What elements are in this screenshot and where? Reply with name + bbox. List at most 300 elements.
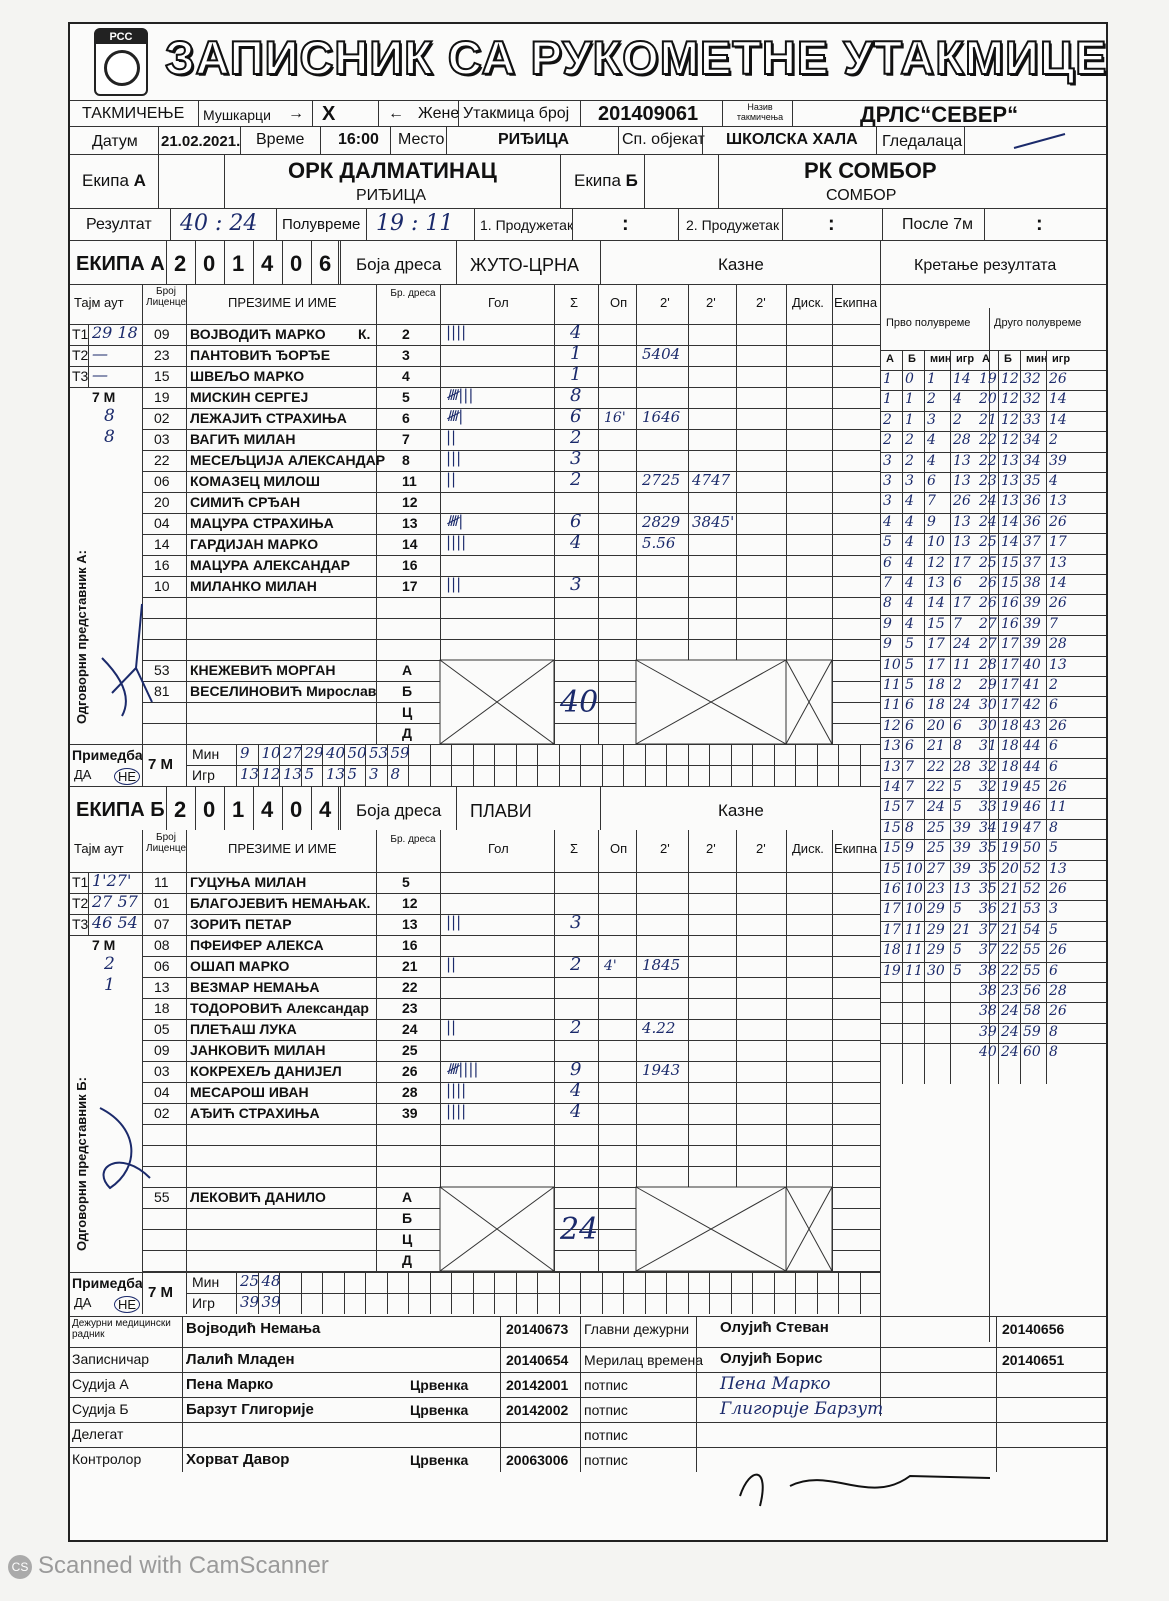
- progress-cell: 39: [1023, 595, 1041, 612]
- player-license: 15: [154, 368, 170, 384]
- goal-sum: 9: [570, 1059, 582, 1080]
- official-club: Црвенка: [410, 1452, 469, 1468]
- progress-cell: 26: [953, 493, 971, 510]
- progress-cell: 20: [927, 717, 945, 734]
- progress-cell: 12: [927, 554, 945, 571]
- player-name: ЛЕЖАЈИЋ СТРАХИЊА: [190, 410, 347, 426]
- progress-cell: 8: [1049, 1044, 1058, 1061]
- progress-cell: 4: [905, 513, 914, 530]
- team-a-city: РИЂИЦА: [356, 187, 427, 204]
- progress-cell: 5: [953, 942, 962, 959]
- suspension-time: 1943: [642, 1061, 681, 1079]
- column-header-name: ПРЕЗИМЕ И ИМЕ: [228, 295, 337, 310]
- progress-cell: 2: [953, 411, 962, 428]
- progress-cell: 11: [905, 962, 923, 979]
- progress-cell: 8: [1049, 1023, 1058, 1040]
- second-half-label: Друго полувреме: [994, 317, 1082, 329]
- progress-cell: 21: [1001, 921, 1019, 938]
- column-header-p1: 2': [660, 841, 670, 856]
- progress-cell: 11: [883, 677, 901, 693]
- player-name: ВАГИЋ МИЛАН: [190, 431, 296, 447]
- goal-sum: 3: [570, 448, 582, 469]
- remark-label: Примедба: [72, 747, 143, 763]
- progress-cell: 56: [1023, 983, 1041, 999]
- sevenm-player: 39: [240, 1293, 260, 1311]
- team-code-digit: 0: [290, 251, 303, 276]
- column-header-to: Тајм аут: [74, 295, 124, 310]
- official-license: 20142001: [506, 1377, 569, 1393]
- column-header-disq: Диск.: [792, 295, 824, 310]
- goal-sum: 2: [570, 427, 582, 448]
- column-header-no: Бр. дреса: [390, 288, 436, 299]
- progress-cell: 14: [953, 371, 971, 387]
- progress-cell: 2: [1049, 432, 1058, 449]
- player-jersey-number: 21: [402, 958, 418, 974]
- progress-cell: 4: [905, 534, 914, 551]
- progress-cell: 5: [953, 799, 962, 816]
- progress-cell: 13: [953, 534, 971, 551]
- date-value: 21.02.2021.: [161, 133, 241, 150]
- progress-cell: 39: [1023, 615, 1041, 632]
- women-label: Жене: [418, 105, 460, 122]
- progress-cell: 17: [927, 636, 945, 653]
- official-name: КНЕЖЕВИЋ МОРГАН: [190, 662, 336, 678]
- progress-cell: 34: [1023, 452, 1041, 469]
- team-a-name: ОРК ДАЛМАТИНАЦ: [288, 158, 497, 183]
- progress-cell: 7: [927, 493, 936, 510]
- progress-cell: 4: [905, 493, 914, 510]
- progress-cell: 22: [1001, 962, 1019, 979]
- match-no-label: Утакмица број: [463, 105, 570, 122]
- progress-cell: 9: [883, 636, 892, 653]
- timeout-label: Т3: [72, 916, 89, 932]
- goal-sum: 1: [570, 364, 582, 385]
- progress-cell: 10: [905, 881, 923, 897]
- player-name: ОШАП МАРКО: [190, 958, 290, 974]
- progress-cell: 34: [979, 819, 997, 836]
- progress-cell: 3: [883, 452, 892, 469]
- progress-col-header: мин: [930, 353, 952, 365]
- progress-cell: 14: [1001, 534, 1019, 551]
- player-name: ВОЈВОДИЋ МАРКО: [190, 326, 326, 342]
- arrow-left-icon: ←: [388, 105, 404, 122]
- remark-no: НЕ: [114, 768, 140, 785]
- progress-cell: 19: [883, 962, 901, 979]
- goal-tally: |||: [446, 575, 462, 593]
- progress-cell: 17: [1001, 697, 1019, 714]
- progress-cell: 10: [905, 901, 923, 918]
- progress-cell: 2: [883, 411, 892, 428]
- progress-cell: 20: [979, 391, 997, 408]
- official-letter: А: [402, 1189, 413, 1205]
- player-name: ЈАНКОВИЋ МИЛАН: [190, 1042, 326, 1058]
- team-code-digit: 2: [174, 251, 187, 276]
- player-license: 02: [154, 1105, 170, 1121]
- progress-cell: 13: [1049, 554, 1067, 571]
- goal-sum: 1: [570, 343, 582, 364]
- progress-cell: 20: [1001, 860, 1019, 877]
- sevenm-player: 8: [390, 765, 401, 783]
- goal-tally: |||: [446, 913, 462, 931]
- timeout-label: Т1: [72, 326, 89, 342]
- progress-cell: 17: [883, 901, 901, 918]
- timeout-value: 27 57: [92, 892, 138, 911]
- sevenm-minute: 27: [283, 744, 303, 762]
- official-letter: Ц: [402, 1231, 413, 1247]
- sevenm-player: 3: [369, 765, 379, 783]
- progress-cell: 13: [1049, 656, 1067, 673]
- player-name: КОКРЕХЕЉ ДАНИЈЕЛ: [190, 1063, 342, 1079]
- rss-logo: [94, 28, 148, 96]
- player-license: 23: [154, 347, 170, 363]
- sevenm-minute: 29: [304, 744, 324, 762]
- progress-cell: 19: [1001, 840, 1019, 857]
- goal-sum: 4: [570, 1080, 582, 1101]
- progress-cell: 3: [905, 473, 914, 489]
- player-license: 14: [154, 536, 170, 552]
- progress-cell: 23: [979, 473, 997, 489]
- handball-logo-icon: [104, 50, 140, 86]
- official-role-2: потпис: [584, 1402, 628, 1418]
- player-name: ТОДОРОВИЋ Александар: [190, 1000, 369, 1016]
- progress-cell: 30: [979, 717, 997, 734]
- progress-cell: 47: [1023, 819, 1041, 836]
- progress-cell: 25: [979, 534, 997, 551]
- result-label: Резултат: [86, 216, 152, 233]
- official-letter: Д: [402, 725, 412, 741]
- progress-col-header: Б: [1004, 353, 1012, 365]
- official-letter: Д: [402, 1252, 412, 1268]
- official-license: 20140673: [506, 1321, 569, 1337]
- progress-cell: 2: [927, 391, 936, 408]
- team-a-jersey-label: Боја дреса: [356, 255, 442, 274]
- team-b-name: РК СОМБОР: [804, 158, 937, 183]
- progress-cell: 11: [1049, 799, 1067, 816]
- progress-col-header: А: [886, 353, 894, 365]
- goal-sum: 4: [570, 1101, 582, 1122]
- team-code-digit: 6: [319, 251, 332, 276]
- progress-cell: 5: [953, 962, 962, 979]
- team-code-digit: 0: [203, 251, 216, 276]
- progress-cell: 13: [953, 473, 971, 489]
- goal-sum: 3: [570, 912, 582, 933]
- goal-sum: 2: [570, 469, 582, 490]
- column-header-goal: Гол: [488, 295, 509, 310]
- team-b-7m-summary: [70, 1272, 880, 1316]
- goal-tally: ||: [446, 955, 457, 973]
- team-code-digit: 4: [261, 797, 274, 822]
- sevenm-minute: 9: [240, 744, 250, 762]
- progress-cell: 35: [979, 840, 997, 857]
- sevenm-minute: 50: [347, 744, 367, 762]
- team-code-digit: 2: [174, 797, 187, 822]
- player-license: 07: [154, 916, 170, 932]
- progress-cell: 24: [927, 799, 945, 816]
- progress-cell: 15: [927, 615, 945, 632]
- team-a-penalties-label: Казне: [718, 255, 764, 274]
- team-b-rep-signature: [80, 1098, 160, 1198]
- column-header-lic: Број Лиценце: [146, 832, 187, 854]
- goal-sum: 6: [570, 406, 582, 427]
- column-header-p3: 2': [756, 295, 766, 310]
- progress-cell: 19: [979, 371, 997, 387]
- player-license: 20: [154, 494, 170, 510]
- goal-sum: 4: [570, 532, 582, 553]
- player-jersey-number: 4: [402, 368, 410, 384]
- half-score: 19 : 11: [376, 211, 454, 236]
- official-license: 20063006: [506, 1452, 569, 1468]
- sevenm-minute: 53: [369, 744, 389, 762]
- progress-cell: 40: [1023, 656, 1041, 673]
- timeout-value: 1'27': [92, 871, 132, 890]
- official-role: Дежурни медицински радник: [72, 1318, 171, 1340]
- player-jersey-number: 39: [402, 1105, 418, 1121]
- goal-tally: ||: [446, 1018, 457, 1036]
- progress-cell: 26: [1049, 595, 1067, 612]
- progress-cell: 36: [1023, 513, 1041, 530]
- goal-sum: 2: [570, 954, 582, 975]
- official-license: 53: [154, 662, 170, 678]
- progress-cell: 11: [953, 656, 971, 673]
- progress-cell: 1: [883, 391, 892, 408]
- sevenm-min-label: Мин: [192, 746, 220, 762]
- progress-cell: 29: [979, 677, 997, 693]
- progress-cell: 17: [1001, 677, 1019, 693]
- column-header-warn: Оп: [610, 841, 628, 856]
- player-name: ПФЕИФЕР АЛЕКСА: [190, 937, 324, 953]
- progress-cell: 17: [1001, 636, 1019, 653]
- seven-m-goals: 2: [104, 954, 115, 974]
- progress-cell: 23: [927, 881, 945, 897]
- progress-cell: 30: [979, 697, 997, 714]
- player-license: 03: [154, 1063, 170, 1079]
- progress-cell: 17: [953, 595, 971, 612]
- progress-cell: 21: [1001, 881, 1019, 897]
- progress-cell: 24: [1001, 1023, 1019, 1040]
- goal-tally: |||: [446, 449, 462, 467]
- progress-cell: 5: [1049, 921, 1058, 938]
- progress-cell: 28: [1049, 636, 1067, 653]
- comp-name-label: Назив такмичења: [736, 102, 784, 122]
- progress-cell: 24: [1001, 1044, 1019, 1061]
- suspension-time: 5404: [642, 345, 681, 363]
- timeout-label: Т3: [72, 368, 89, 384]
- column-header-p2: 2': [706, 295, 716, 310]
- sevenm-player: 5: [304, 765, 315, 783]
- place-value: РИЂИЦА: [498, 131, 570, 148]
- captain-mark: К.: [358, 895, 371, 911]
- column-header-lic: Број Лиценце: [146, 286, 187, 308]
- player-jersey-number: 12: [402, 895, 418, 911]
- sevenm-player: 13: [283, 765, 303, 783]
- progress-cell: 11: [905, 921, 923, 938]
- page-title: ЗАПИСНИК СА РУКОМЕТНЕ УТАКМИЦЕ: [165, 31, 1108, 84]
- venue-label: Сп. објекат: [622, 131, 705, 148]
- goal-tally: ||||: [446, 323, 467, 341]
- progress-cell: 5: [953, 901, 962, 918]
- progress-col-header: игр: [1052, 353, 1071, 365]
- time-value: 16:00: [338, 131, 379, 148]
- progress-cell: 39: [953, 840, 971, 857]
- progress-cell: 13: [1001, 452, 1019, 469]
- progress-cell: 26: [1049, 371, 1067, 387]
- progress-cell: 14: [1049, 411, 1067, 428]
- official-name-2: Олујић Борис: [720, 1350, 823, 1367]
- goal-tally: ||: [446, 428, 457, 446]
- progress-cell: 28: [1049, 983, 1067, 999]
- team-b-jersey-label: Боја дреса: [356, 801, 442, 820]
- match-no: 201409061: [598, 103, 699, 125]
- progress-cell: 39: [953, 819, 971, 836]
- progress-cell: 15: [1001, 575, 1019, 591]
- progress-cell: 13: [1001, 473, 1019, 489]
- progress-cell: 33: [1023, 411, 1041, 428]
- official-name: Војводић Немања: [186, 1320, 321, 1337]
- goal-tally: ||||: [446, 1102, 467, 1120]
- progress-cell: 13: [1001, 493, 1019, 510]
- progress-cell: 13: [927, 575, 945, 591]
- progress-cell: 50: [1023, 840, 1041, 857]
- player-name: АЂИЋ СТРАХИЊА: [190, 1105, 320, 1121]
- progress-cell: 21: [953, 921, 971, 938]
- progress-cell: 18: [927, 697, 945, 714]
- team-a-title: ЕКИПА А: [76, 253, 165, 275]
- progress-cell: 6: [905, 738, 914, 755]
- progress-cell: 5: [905, 656, 914, 673]
- progress-cell: 39: [1049, 452, 1067, 469]
- column-header-name: ПРЕЗИМЕ И ИМЕ: [228, 841, 337, 856]
- progress-cell: 3: [883, 493, 892, 510]
- suspension-time: 2829: [642, 513, 681, 531]
- progress-cell: 1: [927, 371, 936, 387]
- official-license-2: 20140651: [1002, 1352, 1065, 1368]
- progress-cell: 45: [1023, 779, 1041, 795]
- official-club: Црвенка: [410, 1377, 469, 1393]
- team-total-goals: 40: [560, 685, 599, 720]
- official-license: 20142002: [506, 1402, 569, 1418]
- progress-col-header: А: [982, 353, 990, 365]
- progress-cell: 3: [1049, 901, 1058, 918]
- player-jersey-number: 13: [402, 515, 418, 531]
- remark-yes: ДА: [74, 767, 92, 782]
- progress-cell: 17: [883, 921, 901, 938]
- seven-m-goals: 8: [104, 427, 115, 447]
- official-license-2: 20140656: [1002, 1321, 1065, 1337]
- official-license: 55: [154, 1189, 170, 1205]
- suspension-time: 2725: [642, 471, 681, 489]
- progress-cell: 26: [1049, 881, 1067, 897]
- player-jersey-number: 8: [402, 452, 410, 468]
- player-jersey-number: 2: [402, 326, 410, 342]
- player-name: МАЦУРА СТРАХИЊА: [190, 515, 334, 531]
- time-label: Време: [256, 131, 305, 148]
- progress-cell: 38: [979, 1003, 997, 1020]
- player-license: 08: [154, 937, 170, 953]
- player-license: 05: [154, 1021, 170, 1037]
- goal-tally: 𝍸|: [446, 407, 464, 425]
- official-name-2: Глигорије Барзут: [720, 1399, 884, 1419]
- suspension-time-2: 4747: [692, 471, 731, 489]
- ot1-colon: :: [622, 213, 629, 235]
- progress-cell: 17: [1049, 534, 1067, 551]
- progress-cell: 55: [1023, 962, 1041, 979]
- progress-cell: 15: [883, 860, 901, 877]
- goal-tally: ||: [446, 470, 457, 488]
- team-code-digit: 1: [232, 797, 245, 822]
- progress-cell: 8: [1049, 819, 1058, 836]
- progress-cell: 28: [953, 432, 971, 449]
- progress-cell: 5: [905, 677, 914, 693]
- suspension-time: 1646: [642, 408, 681, 426]
- team-code-digit: 4: [261, 251, 274, 276]
- progress-cell: 9: [905, 840, 914, 857]
- goal-sum: 2: [570, 1017, 582, 1038]
- responsible-rep-label: Одговорни представник Б:: [74, 1077, 89, 1251]
- progress-cell: 35: [979, 860, 997, 877]
- column-header-warn: Оп: [610, 295, 628, 310]
- progress-cell: 22: [1001, 942, 1019, 959]
- team-b-title: ЕКИПА Б: [76, 799, 165, 821]
- column-header-p1: 2': [660, 295, 670, 310]
- progress-cell: 13: [1049, 493, 1067, 510]
- remark-yes: ДА: [74, 1295, 92, 1310]
- progress-cell: 13: [883, 758, 901, 775]
- progress-cell: 26: [1049, 942, 1067, 959]
- progress-cell: 15: [883, 799, 901, 816]
- progress-cell: 22: [979, 452, 997, 469]
- suspension-time-2: 3845': [692, 513, 735, 531]
- team-b-player-grid: [70, 872, 880, 1272]
- progress-cell: 18: [1001, 738, 1019, 755]
- sevenm-player: 5: [347, 765, 358, 783]
- progress-cell: 38: [979, 962, 997, 979]
- player-name: ГАРДИЈАН МАРКО: [190, 536, 319, 552]
- progress-cell: 28: [953, 758, 971, 775]
- column-header-to: Тајм аут: [74, 841, 124, 856]
- progress-cell: 13: [1049, 860, 1067, 877]
- progress-cell: 4: [883, 513, 892, 530]
- progress-cell: 42: [1023, 697, 1041, 714]
- first-half-label: Прво полувреме: [886, 317, 971, 329]
- progress-cell: 59: [1023, 1023, 1041, 1040]
- match-report-sheet: [68, 22, 1108, 1542]
- goal-tally: 𝍸|||: [446, 386, 474, 404]
- spectators-label: Гледалаца: [882, 133, 963, 150]
- progress-cell: 5: [953, 779, 962, 795]
- progress-cell: 37: [1023, 534, 1041, 551]
- progress-cell: 34: [1023, 432, 1041, 449]
- official-letter: Б: [402, 683, 413, 699]
- seven-m-label: 7 М: [92, 937, 116, 953]
- player-jersey-number: 13: [402, 916, 418, 932]
- progress-cell: 36: [1023, 493, 1041, 510]
- result-score: 40 : 24: [180, 211, 258, 236]
- official-role-2: потпис: [584, 1427, 628, 1443]
- player-jersey-number: 6: [402, 410, 410, 426]
- progress-cell: 7: [905, 799, 914, 816]
- official-role: Судија А: [72, 1376, 129, 1392]
- progress-cell: 58: [1023, 1003, 1041, 1020]
- progress-cell: 32: [979, 779, 997, 795]
- progress-cell: 6: [905, 697, 914, 714]
- column-header-sum: Σ: [570, 841, 579, 856]
- progress-cell: 1: [905, 391, 914, 408]
- player-license: 03: [154, 431, 170, 447]
- player-license: 02: [154, 410, 170, 426]
- player-license: 13: [154, 979, 170, 995]
- after7m-colon: :: [1036, 213, 1043, 235]
- progress-cell: 9: [927, 513, 936, 530]
